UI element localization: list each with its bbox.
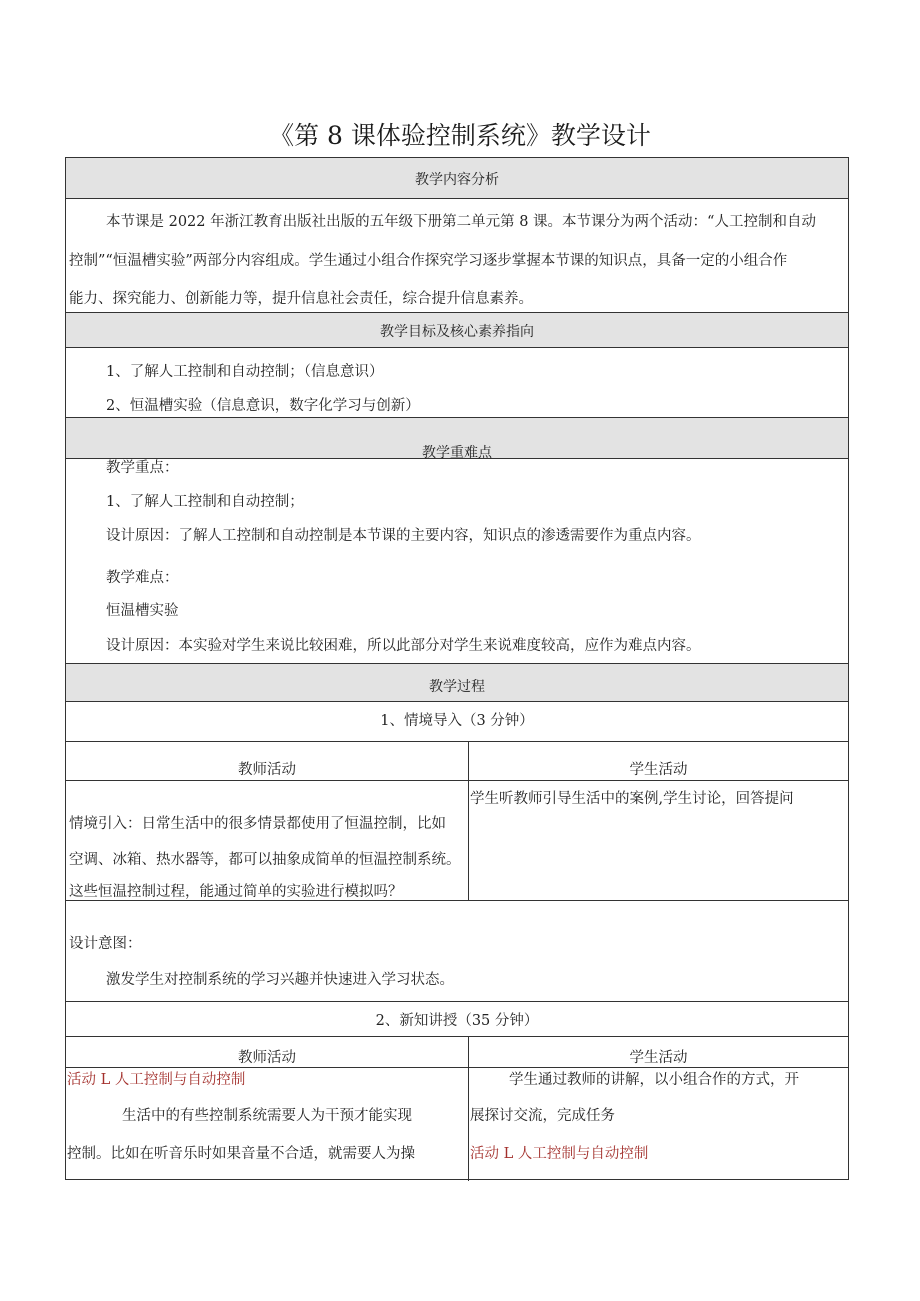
step2-teacher-line-1: 生活中的有些控制系统需要人为干预才能实现 [122, 1108, 412, 1124]
step2-teacher-activity-title: 活动 L 人工控制与自动控制 [67, 1072, 246, 1088]
step2-student-line-2: 展探讨交流，完成任务 [470, 1108, 615, 1124]
difficulty-reason: 设计原因：本实验对学生来说比较困难，所以此部分对学生来说难度较高，应作为难点内容。 [106, 638, 701, 654]
difficulty-item: 恒温槽实验 [106, 603, 179, 619]
section-heading: 教学内容分析 [415, 172, 499, 188]
goal-item-2: 2、恒温槽实验（信息意识，数字化学习与创新） [106, 398, 420, 414]
section-header-key-points [66, 417, 848, 459]
section-header-goals [66, 312, 848, 348]
step2-teacher-line-2: 控制。比如在听音乐时如果音量不合适，就需要人为操 [67, 1146, 415, 1162]
step2-title: 2、新知讲授（35 分钟） [375, 1013, 539, 1029]
design-intent-label: 设计意图： [69, 936, 142, 952]
student-activity-header: 学生活动 [629, 762, 688, 778]
analysis-line-1: 本节课是 2022 年浙江教育出版社出版的五年级下册第二单元第 8 课。本节课分为两个活动：“人工控制和自动 [106, 214, 816, 230]
step1-teacher-line-1: 情境引入：日常生活中的很多情景都使用了恒温控制，比如 [69, 816, 446, 832]
divider [66, 780, 848, 781]
design-intent-text: 激发学生对控制系统的学习兴趣并快速进入学习状态。 [106, 972, 454, 988]
analysis-line-3: 能力、探究能力、创新能力等，提升信息社会责任，综合提升信息素养。 [69, 291, 533, 307]
key-reason: 设计原因：了解人工控制和自动控制是本节课的主要内容，知识点的渗透需要作为重点内容。 [106, 528, 701, 544]
section-heading: 教学重难点 [422, 445, 492, 461]
step1-teacher-line-2: 空调、冰箱、热水器等，都可以抽象成简单的恒温控制系统。 [69, 852, 461, 868]
table-bottom-border [66, 1179, 848, 1180]
divider [66, 1036, 848, 1037]
analysis-line-2: 控制”“恒温槽实验”两部分内容组成。学生通过小组合作探究学习逐步掌握本节课的知识点，具备一定的小组合作 [69, 253, 788, 269]
student-activity-header: 学生活动 [629, 1050, 688, 1066]
lesson-plan-table [65, 157, 849, 1180]
section-heading: 教学目标及核心素养指向 [380, 324, 534, 340]
divider [66, 1001, 848, 1002]
difficulty-label: 教学难点： [106, 570, 179, 586]
teacher-activity-header: 教师活动 [238, 1050, 296, 1066]
divider [66, 1067, 848, 1068]
section-header-process [66, 663, 848, 702]
step2-student-line-1: 学生通过教师的讲解，以小组合作的方式，开 [509, 1072, 799, 1088]
goal-item-1: 1、了解人工控制和自动控制；（信息意识） [106, 364, 384, 380]
step1-student-text: 学生听教师引导生活中的案例,学生讨论，回答提问 [470, 791, 794, 807]
document-title: 《第 8 课体验控制系统》教学设计 [269, 121, 651, 150]
divider [66, 900, 848, 901]
divider [66, 741, 848, 742]
section-header-analysis [66, 158, 848, 199]
step2-student-activity-title: 活动 L 人工控制与自动控制 [470, 1146, 649, 1162]
key-item: 1、了解人工控制和自动控制； [106, 494, 304, 510]
teacher-activity-header: 教师活动 [238, 762, 296, 778]
step1-teacher-line-3: 这些恒温控制过程，能通过简单的实验进行模拟吗？ [69, 884, 403, 900]
section-heading: 教学过程 [429, 679, 485, 695]
step1-title: 1、情境导入（3 分钟） [380, 713, 534, 729]
key-label: 教学重点： [106, 460, 179, 476]
